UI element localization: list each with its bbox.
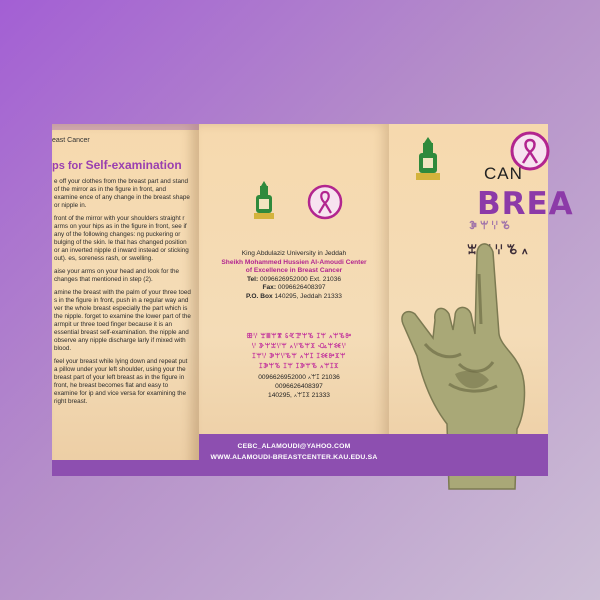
instruction-step: feel your breast while lying down and repeat put a pillow under your left shoulder, using your the breast part of your left breast as in the figure in front, he breast becomes flat and easy to examine for ip and vice versa for examining the right breast. — [54, 358, 188, 405]
university-crest-icon — [251, 181, 277, 223]
cover-title-main: BREA — [477, 186, 574, 222]
cover-sign-line2: ꘇꕚꗷꘋ꘍ — [467, 242, 533, 257]
bottom-bar — [52, 460, 199, 476]
trifold-brochure — [52, 124, 574, 476]
po-value: 140295, Jeddah 21333 — [274, 292, 342, 300]
fax-value: 0096626408397 — [277, 284, 326, 292]
center-name-line2: of Excellence in Breast Cancer — [245, 267, 343, 275]
panel-contact — [199, 124, 389, 476]
university-name: King Abdulaziz University in Jeddah — [241, 250, 347, 257]
instruction-step: front of the mirror with your shoulders straight r arms on your hips as in the figure in front, see if any of the following changes: ng puckering or bulging of the skin. le that has changed position or an inverted nipple d inward instead or sticking out). es, soreness rash, or swelling. — [54, 215, 189, 262]
po-line — [199, 293, 389, 302]
instructions-text — [54, 178, 191, 411]
address-block — [199, 250, 389, 302]
section-heading — [52, 158, 182, 172]
fax-label: Fax: — [262, 284, 277, 292]
hand-gesture-illustration — [389, 124, 548, 476]
tel-line — [199, 276, 389, 285]
sign-tel: 0096626952000 ꘍ꕚꕯ 21036 — [258, 374, 340, 381]
instruction-step: amine the breast with the palm of your three toed s in the figure in front, push in a regular way and ver the whole breast especially the part which is the nipple. forget to examine the lower part of the armpit ur three toed finger because it is an essential breast self-examination. the nipple and observe any nipple discharge larly if mixed with blood. — [54, 289, 191, 352]
top-band — [52, 124, 199, 130]
contact-footer — [199, 434, 389, 476]
instruction-step: e off your clothes from the breast part and stand of the mirror as in the figure in front, and examine ence of any change in the breast shape or nipple in. — [54, 178, 190, 209]
sign-line: ꗷ ꘀꕚꘇꗷꕚ ꘍ꗷꘋꕚꘉ ꘐꕚꘒꗷ — [251, 343, 347, 350]
fax-line — [199, 284, 389, 293]
sign-po: 140295, ꘍ꕚꕯꘉ 21333 — [268, 392, 330, 399]
po-label: P.O. Box — [246, 292, 273, 300]
sign-line: ꕥꗷ ꘃꘈꕚꕨ ꗏꕩꘘꕚꘋ ꕯꕚ ꘍ꕚꘋꔻ — [246, 333, 352, 340]
sign-contact — [219, 373, 379, 400]
sign-line: ꕯꕚꗷ ꘁꕚꗷꘋꕚ ꘍ꕚꕯ ꕯꘒꔻꘉꕚ — [252, 353, 346, 360]
email-link[interactable]: CEBC_ALAMOUDI@YAHOO.COM — [237, 443, 351, 450]
panel-cover — [389, 124, 574, 476]
cover-title-top: CAN — [484, 164, 523, 183]
center-name-line1: Sheikh Mohammed Hussien Al-Amoudi Center — [221, 258, 367, 266]
sign-line: ꕯꘁꕚꘋ ꕯꕚ ꕯꘁꕚꘋ ꘍ꕚꕯꘉ — [259, 363, 339, 370]
sign-fax: 0096626408397 — [275, 383, 323, 390]
instruction-step: aise your arms on your head and look for the changes that mentioned in step (2). — [54, 268, 179, 283]
bottom-bar — [389, 434, 548, 476]
cover-sign-line1: ꘁꕚꗷꘋ — [469, 220, 513, 232]
website-link[interactable]: WWW.ALAMOUDI-BREASTCENTER.KAU.EDU.SA — [210, 454, 378, 461]
ribbon-emblem-icon — [307, 184, 343, 220]
tel-label: Tel: — [246, 275, 259, 283]
breadcrumb: east Cancer — [52, 137, 90, 144]
tel-value: 0096626952000 Ext. 21036 — [260, 275, 342, 283]
panel-self-exam — [52, 124, 199, 476]
heading-prefix: ps for — [52, 160, 86, 172]
heading-main: Self-examination — [85, 158, 182, 172]
sign-language-text — [219, 332, 379, 372]
